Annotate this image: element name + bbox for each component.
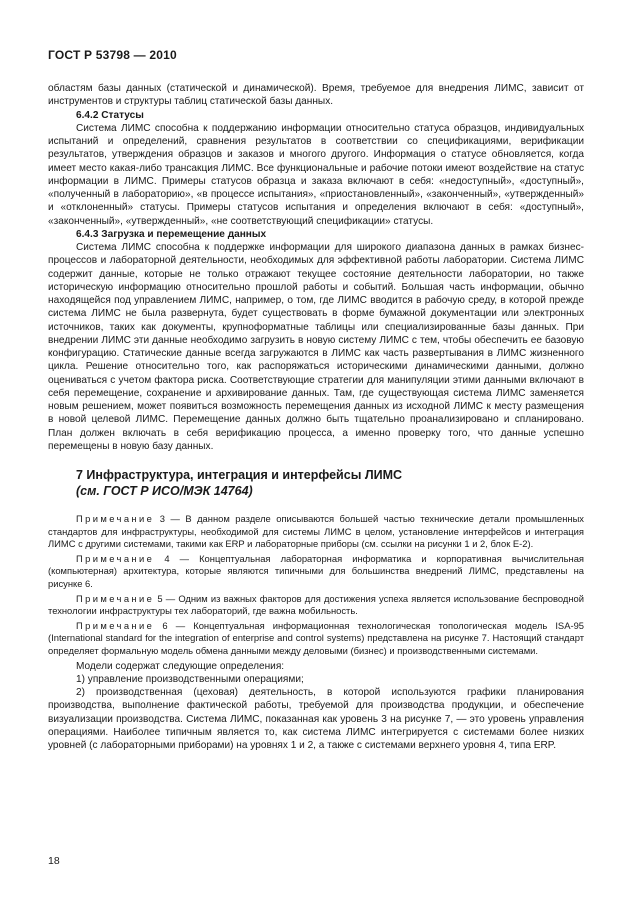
- section-6-4-3: [48, 228, 584, 453]
- section-6-4-2: [48, 109, 584, 228]
- section-6-4-3-paragraph: Система ЛИМС способна к поддержке информации для широкого диапазона данных в рамках бизнес-процессов и лабораторной деятельности, необходимых для эффективной работы лаборатории. Система ЛИМС содержит данные, которые не только отражают текущее состояние деятельности лаборатории, но также историческую информацию относительно прошлой работы и событий. Большая часть информации, обычно находящейся под управлением ЛИМС, например, о том, где ЛИМС вводится в рабочую среду, в которой прежде система ЛИМС не была развернута, будет существовать в форме бумажной документации или электронных источников, таких как документы, крупноформатные таблицы или специализированные базы данных. При внедрении ЛИМС эти данные необходимо загрузить в новую систему ЛИМС с тем, чтобы обеспечить ее базовую конфигурацию. Статические данные всегда загружаются в ЛИМС как часть развертывания в ЛИМС жизненного цикла. Решение относительно того, как распоряжаться историческими динамическими данными, должно оцениваться с учетом фактора риска. Соответствующие стратегии для манипуляции этими данными включают в себя перемещение, сохранение и архивирование данных. Там, где существующая система ЛИМС заменяется новым решением, может появиться возможность перемещения данных из исходной ЛИМС к месту размещения в новой целевой ЛИМС. Перемещение данных должно быть тщательно проанализировано и спланировано. План должен включать в себя верификацию процесса, а именно проверку того, что данные успешно перемещены в новую базу данных.: [48, 242, 584, 452]
- models-item-1: 1) управление производственными операциями;: [76, 673, 304, 685]
- note-5: [48, 593, 584, 618]
- note-number: 3: [159, 513, 165, 524]
- section-7-title: 7 Инфраструктура, интеграция и интерфейсы ЛИМС: [76, 468, 403, 482]
- note-text: — Одним из важных факторов для достижения успеха является использование беспроводной технологии инфраструктуры тех лабораторий, где важна мобильность.: [48, 592, 584, 617]
- models-item-2: 2) производственная (цеховая) деятельность, в которой используются графики планирования производства, выполнение фактической работы, требуемой для производства продукции, и обеспечение визуализации производства. Система ЛИМС, показанная как уровень 3 на рисунке 7, — это уровень управления операциями. Наиболее типичным является то, как система ЛИМС интегрируется с системами более низких уровней (с лабораторными приборами) на уровнях 1 и 2, а также с системами верхнего уровня 4, типа ERP.: [48, 687, 584, 752]
- section-6-4-2-title: 6.4.2 Статусы: [76, 109, 144, 121]
- models-intro: Модели содержат следующие определения:: [76, 660, 285, 672]
- note-text: — Концептуальная информационная технологическая топологическая модель ISA-95 (International standard for the integration of enterprise and control systems) представлена на рисунке 7. Настоящий стандарт определяет формальную модель обмена данными между деловыми (бизнес) и производственными системами.: [48, 619, 584, 656]
- document-header: ГОСТ Р 53798 — 2010: [48, 48, 177, 62]
- intro-section: [48, 82, 584, 109]
- note-label: Примечание: [76, 552, 155, 564]
- section-6-4-3-title: 6.4.3 Загрузка и перемещение данных: [76, 228, 267, 240]
- note-label: Примечание: [76, 513, 155, 524]
- note-6: [48, 620, 584, 658]
- note-number: 6: [162, 619, 168, 631]
- note-text: — В данном разделе описываются большей частью технические детали промышленных стандартов для инфраструктуры, необходимой для системы ЛИМС в целом, установление интерфейсов и интеграция ЛИМС с другими системами, такими как ERP и лабораторные приборы (см. ссылки на рисунки 1 и 2, блок Е-2).: [48, 513, 584, 550]
- note-number: 4: [164, 552, 170, 564]
- note-number: 5: [157, 592, 163, 604]
- note-4: [48, 553, 584, 591]
- page-number: 18: [48, 855, 60, 867]
- note-text: — Концептуальная лабораторная информатика и корпоративная вычислительная (компьютерная) архитектура, которые являются типичными для большинства внедрений ЛИМС, представлены на рисунке 6.: [48, 552, 585, 589]
- section-7-subtitle: (см. ГОСТ Р ИСО/МЭК 14764): [76, 484, 253, 498]
- note-label: Примечание: [76, 619, 155, 631]
- note-label: Примечание: [76, 592, 155, 604]
- models-section: [48, 660, 584, 753]
- section-6-4-2-paragraph: Система ЛИМС способна к поддержанию информации относительно статуса образцов, индивидуальных испытаний и определений, сравнения результатов в соответствии со спецификациями, верификации результатов, утверждения образцов и заказов и многого другого. Информация о статусе обновляется, когда имеет место какая-либо трансакция ЛИМС. Все функциональные и рабочие потоки имеют воздействие на статус информации в ЛИМС. Примеры статусов образца и заказа включают в себя: «недоступный», «доступный», «полученный в лабораторию», «в процессе испытания», «приостановленный», «законченный», «утвержденный» и «отклоненный» статусы. Примеры статусов испытания и определения включают в себя: «доступный», «законченный», «утвержденный», «не соответствующий спецификации» статусы.: [48, 122, 584, 227]
- section-7-heading: [48, 467, 584, 499]
- note-3: [48, 513, 584, 551]
- intro-paragraph: областям базы данных (статической и динамической). Время, требуемое для внедрения ЛИМС, зависит от инструментов и структуры таблиц статической базы данных.: [48, 83, 584, 108]
- document-page: [48, 48, 584, 752]
- notes-block: [48, 513, 584, 658]
